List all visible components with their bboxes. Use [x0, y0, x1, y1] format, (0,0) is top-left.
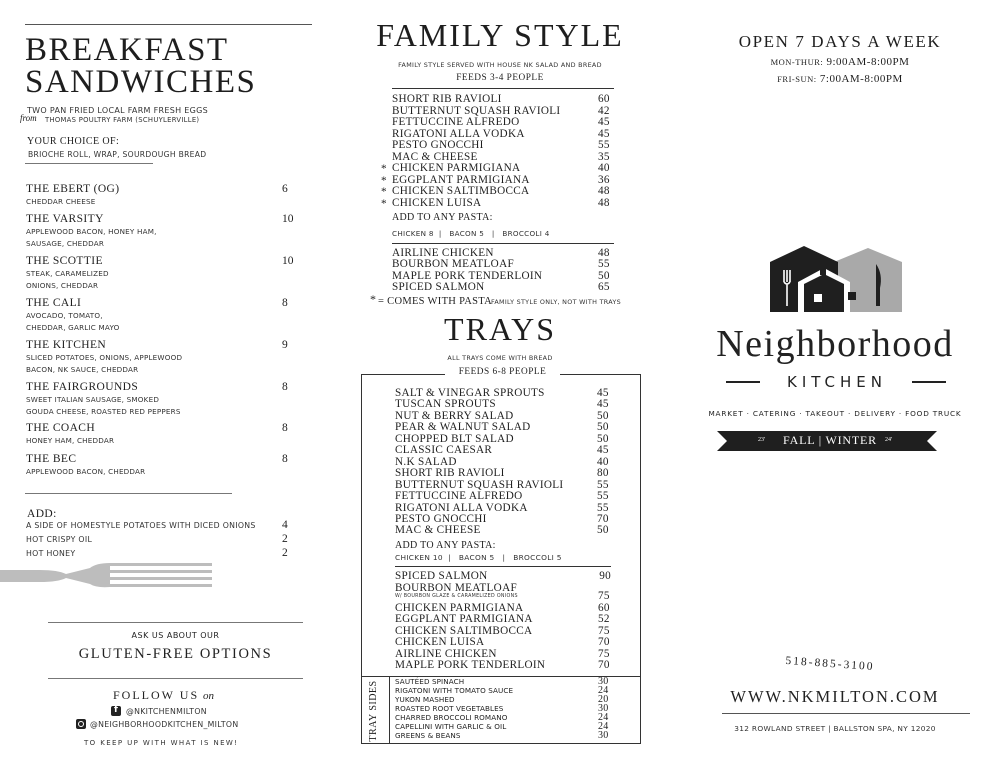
breakfast-title-line2: SANDWICHES [25, 64, 257, 100]
house-logo-icon [768, 244, 904, 312]
sandwich-price: 10 [282, 213, 294, 225]
address-line: 312 ROWLAND STREET | BALLSTON SPA, NY 12020 [734, 724, 936, 733]
tray-side-name: RIGATONI WITH TOMATO SAUCE [395, 686, 514, 695]
sandwich-price: 6 [282, 183, 288, 195]
eggs-line: TWO PAN FRIED LOCAL FARM FRESH EGGS [27, 106, 208, 115]
sandwich-description: SWEET ITALIAN SAUSAGE, SMOKED [26, 395, 160, 404]
tray-side-name: YUKON MASHED [395, 695, 455, 704]
family-item-price: 45 [598, 127, 610, 140]
note-small: FAMILY STYLE ONLY, NOT WITH TRAYS [491, 298, 621, 306]
sandwich-price: 8 [282, 453, 288, 465]
brand-name: Neighborhood [716, 323, 954, 365]
family-item-price: 35 [598, 150, 610, 163]
hours-2-days: FRI-SUN: [777, 74, 817, 84]
sandwich-description: HONEY HAM, CHEDDAR [26, 436, 115, 445]
tray-side-price: 30 [598, 703, 609, 714]
choice-label: YOUR CHOICE OF: [27, 136, 120, 147]
fork-icon [0, 558, 215, 594]
tray-main-name: AIRLINE CHICKEN [395, 647, 497, 660]
tray-item-name: SALT & VINEGAR SPROUTS [395, 387, 545, 399]
tray-sides-label: TRAY SIDES [368, 680, 379, 742]
hours-1-time: 9:00AM-8:00PM [826, 56, 910, 68]
tray-item-name: PEAR & WALNUT SALAD [395, 421, 531, 434]
sandwich-description: APPLEWOOD BACON, CHEDDAR [26, 467, 146, 476]
facebook-icon: f [111, 706, 121, 716]
trays-title: TRAYS [444, 311, 556, 347]
family-item-price: 48 [598, 185, 610, 197]
tray-item-name: N.K SALAD [395, 455, 457, 468]
choice-options: BRIOCHE ROLL, WRAP, SOURDOUGH BREAD [28, 150, 207, 159]
tray-item-price: 70 [597, 512, 609, 525]
pasta-marker: * [381, 174, 387, 187]
gluten-top-divider [48, 622, 303, 623]
tray-meatloaf-price: 75 [598, 590, 610, 602]
ask-label: ASK US ABOUT OUR [131, 631, 220, 640]
hours-2-time: 7:00AM-8:00PM [819, 73, 903, 85]
family-item-price: 48 [598, 196, 610, 209]
gluten-bottom-divider [48, 678, 303, 679]
family-main-price: 55 [598, 258, 610, 271]
family-feeds-divider [392, 88, 614, 89]
tray-main-name: CHICKEN LUISA [395, 636, 485, 649]
season-left-year: 23' [758, 437, 766, 443]
tray-item-name: CLASSIC CAESAR [395, 444, 493, 457]
addon-price: 2 [282, 547, 288, 559]
website-divider [722, 713, 970, 714]
note-main: = COMES WITH PASTA [378, 296, 493, 307]
tray-side-name: GREENS & BEANS [395, 731, 461, 740]
services-line: MARKET · CATERING · TAKEOUT · DELIVERY · FOOD TRUCK [708, 409, 962, 418]
family-mains-divider [392, 243, 614, 244]
trays-mains-divider [395, 566, 611, 567]
tray-main-price: 75 [598, 647, 610, 660]
hours-row-1 [735, 56, 945, 68]
tray-main-price: 75 [598, 624, 610, 637]
family-item-price: 40 [598, 162, 610, 174]
tray-main-name: MAPLE PORK TENDERLOIN [395, 659, 546, 671]
family-main-price: 50 [598, 269, 610, 282]
sandwich-price: 9 [282, 339, 288, 351]
tray-item-price: 55 [597, 490, 609, 503]
tray-main-name: CHICKEN SALTIMBOCCA [395, 624, 533, 637]
tray-sides-vertical [389, 676, 390, 744]
tray-main-name: EGGPLANT PARMIGIANA [395, 613, 533, 626]
family-main-name: MAPLE PORK TENDERLOIN [392, 269, 543, 282]
tray-item-name: TUSCAN SPROUTS [395, 398, 496, 411]
sandwich-name: THE EBERT (OG) [26, 183, 120, 195]
family-item-price: 45 [598, 116, 610, 128]
sandwich-description: APPLEWOOD BACON, HONEY HAM, [26, 227, 157, 236]
brand-line-right [912, 381, 946, 383]
tray-side-price: 24 [598, 721, 609, 732]
keep-up-text: TO KEEP UP WITH WHAT IS NEW! [84, 739, 239, 747]
sandwich-price: 8 [282, 297, 288, 309]
sandwich-description: SAUSAGE, CHEDDAR [26, 239, 105, 248]
tray-item-price: 50 [597, 432, 609, 445]
tray-item-name: NUT & BERRY SALAD [395, 409, 514, 422]
tray-meatloaf-name: BOURBON MEATLOAF [395, 582, 517, 594]
sandwich-name: THE BEC [26, 453, 77, 465]
family-add-label: ADD TO ANY PASTA: [392, 212, 493, 223]
tray-item-price: 45 [597, 387, 609, 399]
tray-side-price: 30 [598, 676, 609, 687]
tray-side-price: 20 [598, 694, 609, 705]
family-item-name: BUTTERNUT SQUASH RAVIOLI [392, 104, 561, 117]
instagram-icon [76, 719, 86, 729]
sandwich-price: 10 [282, 255, 294, 267]
pasta-marker: * [381, 197, 387, 210]
season-text: FALL | WINTER [783, 433, 877, 447]
follow-label: FOLLOW US [113, 688, 200, 702]
tray-item-price: 55 [597, 478, 609, 491]
website-link[interactable]: WWW.NKMILTON.COM [730, 687, 940, 706]
sandwich-name: THE COACH [26, 422, 96, 434]
family-item-price: 36 [598, 173, 610, 186]
trays-subtitle: ALL TRAYS COME WITH BREAD [447, 354, 553, 362]
family-item-name: CHICKEN LUISA [392, 196, 482, 209]
trays-feeds: FEEDS 6-8 PEOPLE [445, 367, 560, 377]
instagram-handle[interactable]: @NEIGHBORHOODKITCHEN_MILTON [90, 720, 239, 729]
tray-item-price: 45 [597, 444, 609, 457]
sandwich-name: THE CALI [26, 297, 82, 309]
tray-item-price: 45 [597, 398, 609, 411]
family-item-name: MAC & CHEESE [392, 150, 478, 163]
addon-name: A SIDE OF HOMESTYLE POTATOES WITH DICED ONIONS [26, 521, 256, 530]
tray-item-name: CHOPPED BLT SALAD [395, 432, 514, 445]
tray-side-name: CHARRED BROCCOLI ROMANO [395, 713, 508, 722]
tray-main-price: 70 [598, 659, 610, 671]
trays-add-label: ADD TO ANY PASTA: [395, 540, 496, 551]
tray-item-name: BUTTERNUT SQUASH RAVIOLI [395, 478, 564, 491]
pasta-marker: * [381, 186, 387, 198]
family-item-name: RIGATONI ALLA VODKA [392, 127, 525, 140]
tray-salmon-row [395, 571, 611, 583]
family-main-name: SPICED SALMON [392, 280, 485, 293]
sandwich-description: BACON, NK SAUCE, CHEDDAR [26, 365, 139, 374]
trays-add-options: CHICKEN 10 | BACON 5 | BROCCOLI 5 [395, 553, 562, 562]
family-item-name: CHICKEN SALTIMBOCCA [392, 185, 530, 197]
from-word: from [20, 113, 37, 123]
family-main-price: 65 [598, 280, 610, 293]
sandwich-description: SLICED POTATOES, ONIONS, APPLEWOOD [26, 353, 183, 362]
add-divider [25, 493, 232, 494]
sandwich-name: THE FAIRGROUNDS [26, 381, 139, 393]
family-style-title: FAMILY STYLE [376, 17, 624, 53]
brand-subtitle: KITCHEN [787, 373, 887, 391]
family-item-price: 60 [598, 93, 610, 105]
sandwich-description: STEAK, CARAMELIZED [26, 269, 109, 278]
family-main-name: AIRLINE CHICKEN [392, 247, 494, 259]
sandwich-name: THE KITCHEN [26, 339, 107, 351]
tray-main-price: 52 [598, 613, 610, 626]
tray-item-name: FETTUCCINE ALFREDO [395, 490, 523, 503]
note-star: * [370, 292, 376, 306]
breakfast-title-line1: BREAKFAST [25, 32, 229, 68]
brand-line-left [726, 381, 760, 383]
family-subtitle: FAMILY STYLE SERVED WITH HOUSE NK SALAD AND BREAD [398, 61, 602, 69]
sandwich-description: ONIONS, CHEDDAR [26, 281, 99, 290]
sandwich-price: 8 [282, 381, 288, 393]
sandwich-price: 8 [282, 422, 288, 434]
tray-side-price: 24 [598, 712, 609, 723]
family-item-name: SHORT RIB RAVIOLI [392, 93, 502, 105]
tray-salmon-price: 90 [599, 570, 611, 582]
sandwich-description: CHEDDAR, GARLIC MAYO [26, 323, 120, 332]
season-right-year: 24' [885, 437, 893, 443]
family-item-name: EGGPLANT PARMIGIANA [392, 173, 530, 186]
choice-divider [25, 163, 153, 164]
tray-item-name: MAC & CHEESE [395, 524, 481, 537]
tray-item-name: SHORT RIB RAVIOLI [395, 467, 505, 480]
tray-side-name: SAUTÉED SPINACH [395, 677, 465, 686]
tray-side-price: 30 [598, 730, 609, 741]
top-divider-left [25, 24, 312, 25]
family-item-name: FETTUCCINE ALFREDO [392, 116, 520, 128]
family-add-options: CHICKEN 8 | BACON 5 | BROCCOLI 4 [392, 229, 550, 238]
sandwich-description: GOUDA CHEESE, ROASTED RED PEPPERS [26, 407, 181, 416]
addon-name: HOT HONEY [26, 549, 76, 558]
family-item-price: 55 [598, 139, 610, 151]
tray-main-price: 60 [598, 602, 610, 614]
sandwich-name: THE SCOTTIE [26, 255, 103, 267]
tray-main-price: 70 [598, 636, 610, 649]
family-main-price: 48 [598, 247, 610, 259]
family-item-name: CHICKEN PARMIGIANA [392, 162, 521, 174]
sandwich-description: AVOCADO, TOMATO, [26, 311, 103, 320]
farm-line: THOMAS POULTRY FARM (SCHUYLERVILLE) [45, 116, 200, 124]
tray-item-price: 50 [597, 421, 609, 434]
tray-side-name: ROASTED ROOT VEGETABLES [395, 704, 504, 713]
tray-item-price: 55 [597, 501, 609, 514]
tray-salmon-name: SPICED SALMON [395, 570, 488, 582]
facebook-handle[interactable]: @NKITCHENMILTON [126, 707, 207, 716]
tray-main-name: CHICKEN PARMIGIANA [395, 602, 524, 614]
tray-side-price: 24 [598, 685, 609, 696]
phone-number[interactable]: 518-885-3100 [785, 654, 875, 674]
tray-item-price: 50 [597, 409, 609, 422]
addon-name: HOT CRISPY OIL [26, 535, 93, 544]
tray-side-name: CAPELLINI WITH GARLIC & OIL [395, 722, 507, 731]
family-item-name: PESTO GNOCCHI [392, 139, 484, 151]
addon-price: 4 [282, 519, 288, 531]
hours-row-2 [735, 73, 945, 85]
tray-item-price: 40 [597, 455, 609, 468]
hours-1-days: MON-THUR: [770, 57, 824, 67]
family-feeds: FEEDS 3-4 PEOPLE [456, 73, 544, 83]
pasta-marker: * [381, 163, 387, 175]
gluten-free-label: GLUTEN-FREE OPTIONS [78, 646, 273, 662]
addon-price: 2 [282, 533, 288, 545]
tray-meatloaf-note: W/ BOURBON GLAZE & CARAMELIZED ONIONS [395, 594, 518, 599]
sandwich-description: CHEDDAR CHEESE [26, 197, 96, 206]
add-label: ADD: [27, 508, 57, 520]
tray-item-price: 50 [597, 524, 609, 537]
tray-item-name: PESTO GNOCCHI [395, 512, 487, 525]
open-title: OPEN 7 DAYS A WEEK [738, 32, 942, 51]
family-item-price: 42 [598, 104, 610, 117]
tray-item-name: RIGATONI ALLA VODKA [395, 501, 528, 514]
sandwich-name: THE VARSITY [26, 213, 104, 225]
follow-on: on [203, 690, 214, 702]
tray-item-price: 80 [597, 467, 609, 480]
breakfast-title [25, 34, 256, 98]
family-main-name: BOURBON MEATLOAF [392, 258, 514, 271]
